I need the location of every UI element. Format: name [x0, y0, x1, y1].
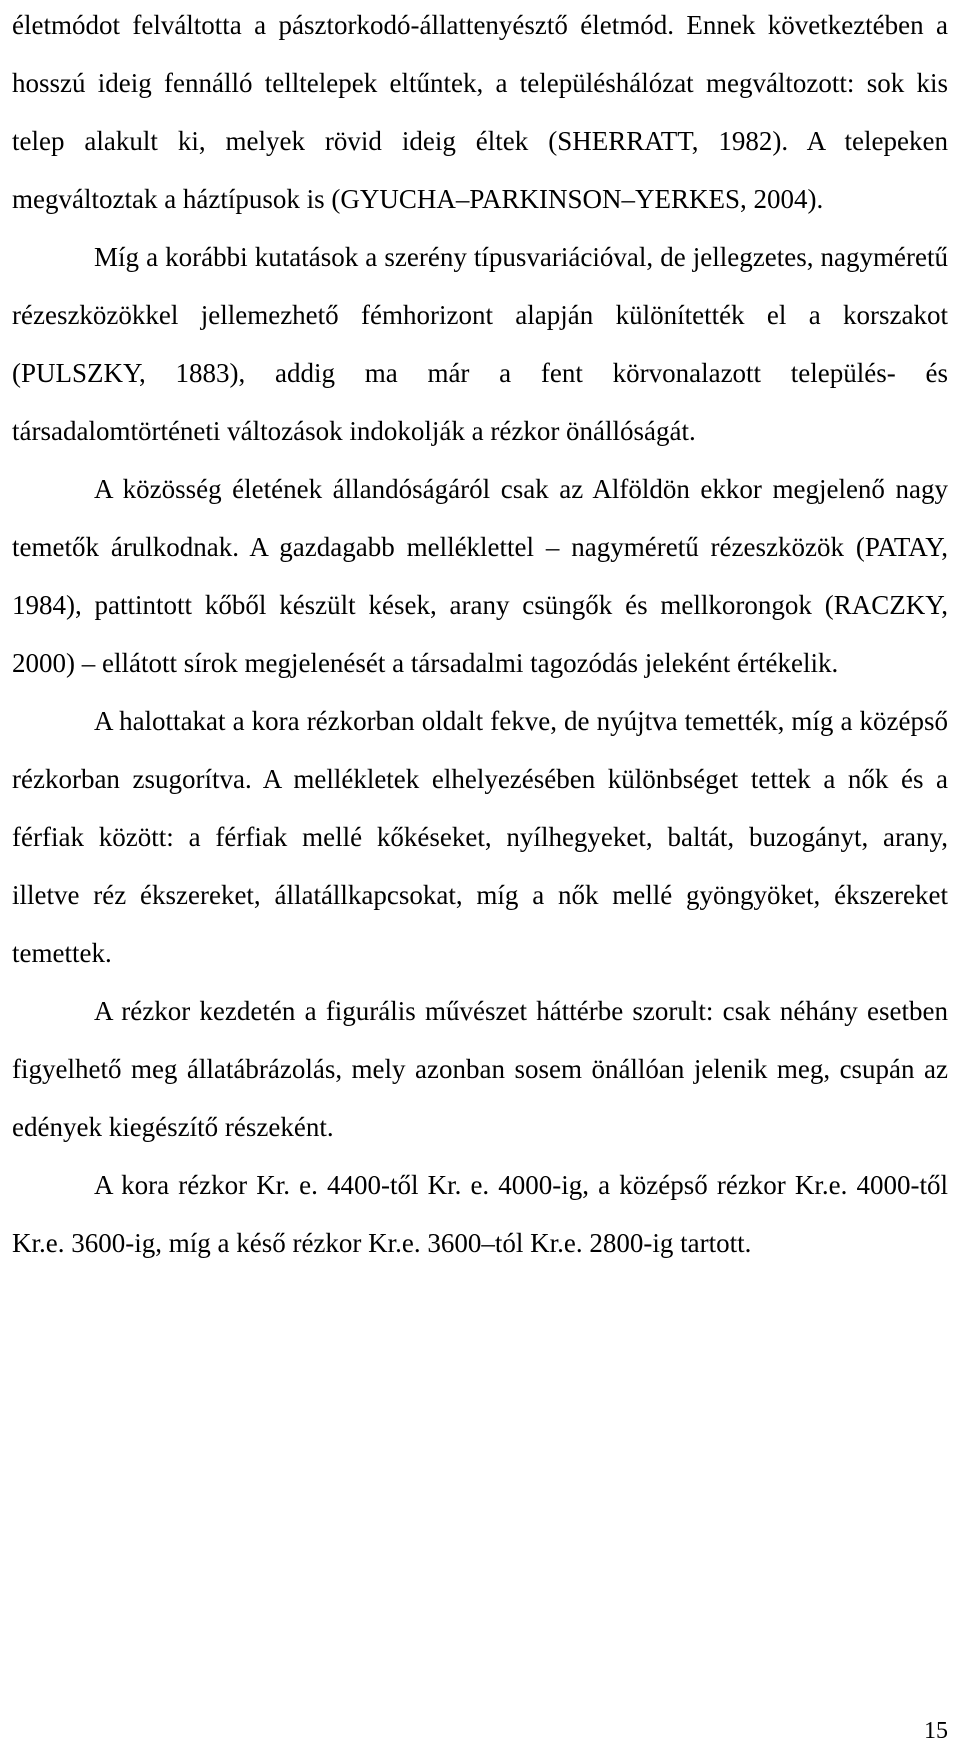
- paragraph-settlement-changes: életmódot felváltotta a pásztorkodó-állattenyésztő életmód. Ennek következtében a hosszú ideig fennálló telltelepek eltűntek, a településhálózat megváltozott: sok kis telep alakult ki, melyek rövid ideig éltek (SHERRATT, 1982). A telepeken megváltoztak a háztípusok is (GYUCHA–PARKINSON–YERKES, 2004).: [12, 10, 948, 214]
- paragraph-burial-customs: A halottakat a kora rézkorban oldalt fekve, de nyújtva temették, míg a középső rézkorban zsugorítva. A mellékletek elhelyezésében különbséget tettek a nők és a férfiak között: a férfiak mellé kőkéseket, nyílhegyeket, baltát, buzogányt, arany, illetve réz ékszereket, állatállkapcsokat, míg a nők mellé gyöngyöket, ékszereket temettek.: [12, 706, 948, 968]
- paragraph-cemeteries: A közösség életének állandóságáról csak az Alföldön ekkor megjelenő nagy temetők árulkodnak. A gazdagabb melléklettel – nagyméretű rézeszközök (PATAY, 1984), pattintott kőből készült kések, arany csüngők és mellkorongok (RACZKY, 2000) – ellátott sírok megjelenését a társadalmi tagozódás jeleként értékelik.: [12, 474, 948, 678]
- paragraph-chronology: A kora rézkor Kr. e. 4400-től Kr. e. 4000-ig, a középső rézkor Kr.e. 4000-től Kr.e. 3600-ig, míg a késő rézkor Kr.e. 3600–tól Kr.e. 2800-ig tartott.: [12, 1170, 948, 1258]
- paragraph-figural-art: A rézkor kezdetén a figurális művészet háttérbe szorult: csak néhány esetben figyelhető meg állatábrázolás, mely azonban sosem önállóan jelenik meg, csupán az edények kiegészítő részeként.: [12, 996, 948, 1142]
- paragraph-research-history: Míg a korábbi kutatások a szerény típusvariációval, de jellegzetes, nagyméretű rézeszközökkel jellemezhető fémhorizont alapján különítették el a korszakot (PULSZKY, 1883), addig ma már a fent körvonalazott település- és társadalomtörténeti változások indokolják a rézkor önállóságát.: [12, 242, 948, 446]
- page-number: 15: [924, 1718, 948, 1744]
- page-body: [12, 0, 948, 1272]
